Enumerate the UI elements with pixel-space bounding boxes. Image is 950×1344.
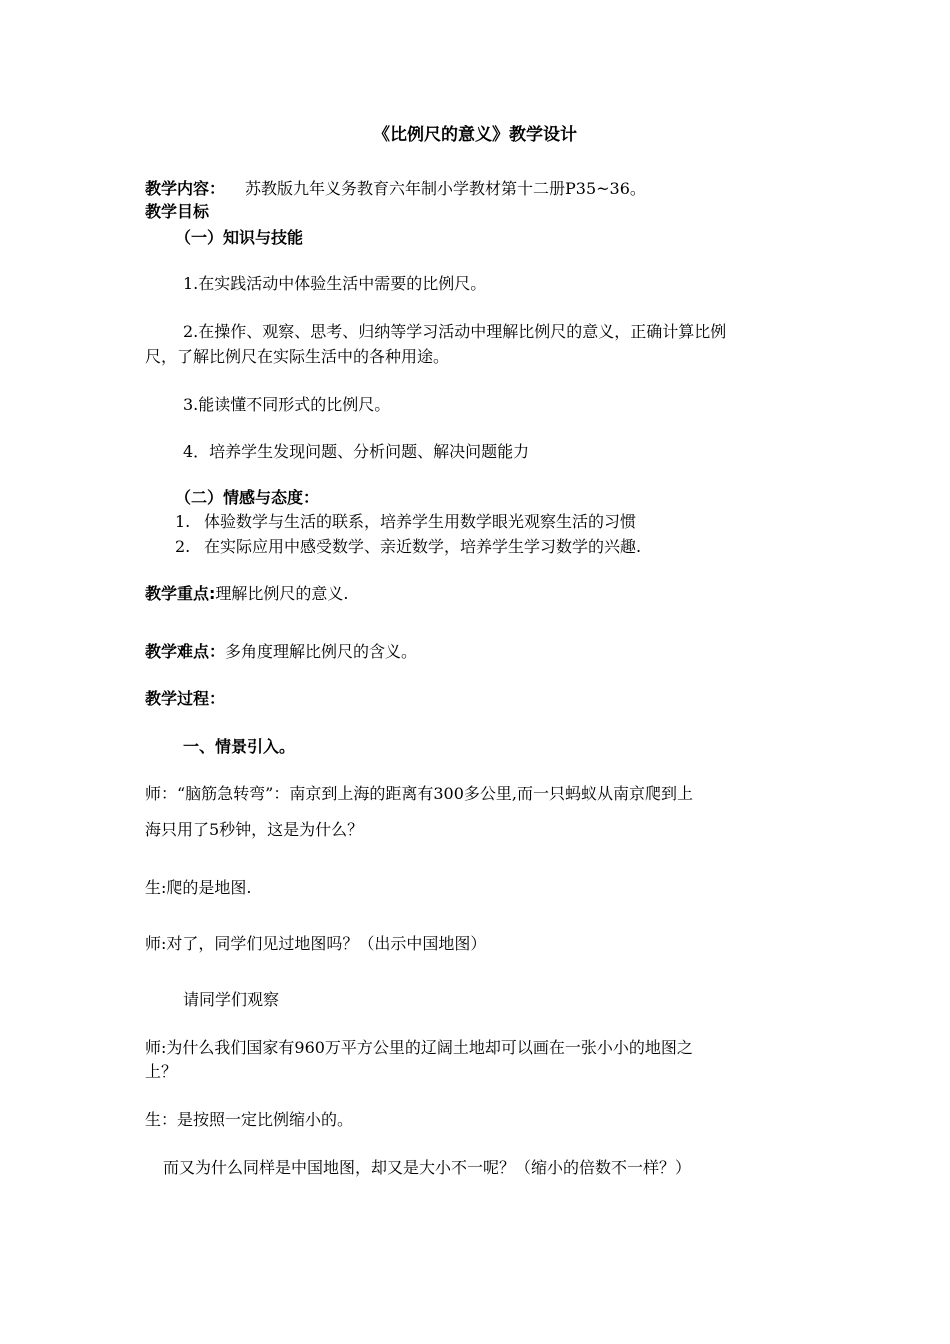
dialogue-student-2: 生：是按照一定比例缩小的。 bbox=[145, 1110, 354, 1129]
teaching-difficulty bbox=[145, 641, 417, 663]
dialogue-student-1: 生:爬的是地图. bbox=[145, 878, 252, 897]
goals-subheading-attitude: （二）情感与态度： bbox=[175, 488, 320, 507]
difficulty-label: 教学难点： bbox=[145, 642, 226, 661]
teaching-key-point bbox=[145, 583, 349, 605]
dialogue-teacher-3-line2: 上？ bbox=[145, 1062, 178, 1081]
list-item-number: 1. bbox=[175, 512, 191, 531]
teaching-content-label: 教学内容： bbox=[145, 179, 226, 198]
goal-item-1: 1.在实践活动中体验生活中需要的比例尺。 bbox=[183, 274, 487, 293]
dialogue-teacher-4: 而又为什么同样是中国地图，却又是大小不一呢？（缩小的倍数不一样？） bbox=[163, 1158, 692, 1177]
goal-item-2-line1: 2.在操作、观察、思考、归纳等学习活动中理解比例尺的意义，正确计算比例 bbox=[183, 322, 727, 341]
teaching-content bbox=[145, 178, 646, 200]
dialogue-teacher-1-line2: 海只用了5秒钟，这是为什么？ bbox=[145, 820, 364, 839]
dialogue-teacher-3-line1: 师:为什么我们国家有960万平方公里的辽阔土地却可以画在一张小小的地图之 bbox=[145, 1038, 693, 1057]
process-heading: 教学过程： bbox=[145, 689, 226, 708]
dialogue-teacher-2: 师:对了，同学们见过地图吗？（出示中国地图） bbox=[145, 934, 487, 953]
goal-item-3: 3.能读懂不同形式的比例尺。 bbox=[183, 395, 391, 414]
dialogue-teacher-1-line1: 师：“脑筋急转弯”：南京到上海的距离有300多公里,而一只蚂蚁从南京爬到上 bbox=[145, 784, 693, 803]
list-item bbox=[175, 536, 641, 558]
key-point-text: 理解比例尺的意义. bbox=[215, 584, 349, 603]
difficulty-text: 多角度理解比例尺的含义。 bbox=[225, 642, 418, 661]
goals-subheading-knowledge: （一）知识与技能 bbox=[175, 228, 304, 247]
teaching-content-text: 苏教版九年义务教育六年制小学教材第十二册P35~36。 bbox=[245, 179, 646, 198]
list-item-text: 体验数学与生活的联系，培养学生用数学眼光观察生活的习惯 bbox=[204, 512, 637, 531]
goal-item-4: 4．培养学生发现问题、分析问题、解决问题能力 bbox=[183, 442, 530, 461]
step-heading-1: 一、情景引入。 bbox=[183, 737, 296, 756]
goal-item-2-line2: 尺，了解比例尺在实际生活中的各种用途。 bbox=[145, 347, 450, 366]
observe-instruction: 请同学们观察 bbox=[183, 990, 280, 1009]
document-title: 《比例尺的意义》教学设计 bbox=[373, 125, 577, 145]
goals-heading: 教学目标 bbox=[145, 202, 210, 221]
list-item-text: 在实际应用中感受数学、亲近数学，培养学生学习数学的兴趣. bbox=[204, 537, 642, 556]
list-item-number: 2. bbox=[175, 537, 191, 556]
key-point-label: 教学重点: bbox=[145, 584, 216, 603]
list-item bbox=[175, 511, 636, 533]
